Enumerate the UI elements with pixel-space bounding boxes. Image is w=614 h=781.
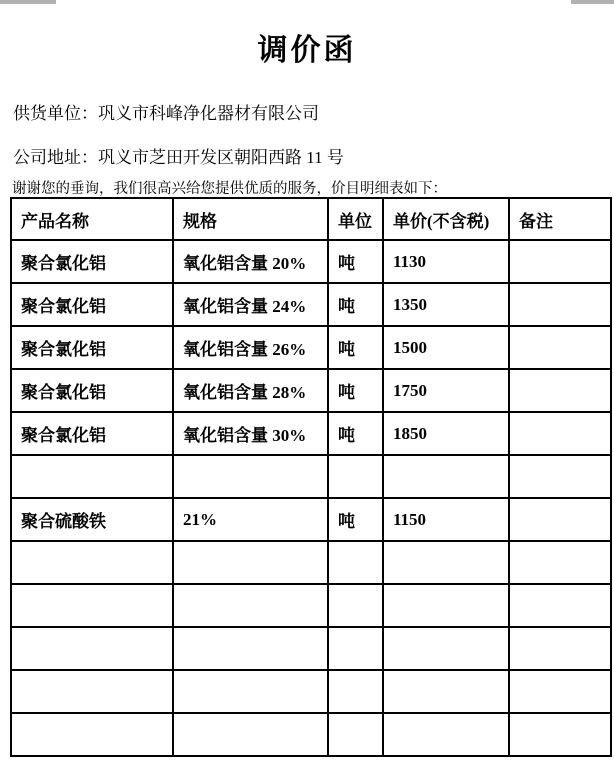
unit-cell [328, 455, 383, 498]
unit-cell [328, 584, 383, 627]
specification-cell [173, 670, 328, 713]
unit-cell [328, 713, 383, 756]
unit-cell [328, 541, 383, 584]
product-name-cell [11, 627, 173, 670]
column-header-product-name: 产品名称 [11, 198, 173, 240]
specification-cell [173, 584, 328, 627]
top-left-gray-artifact [0, 0, 56, 4]
unit-price-cell [383, 670, 509, 713]
unit-cell: 吨 [328, 412, 383, 455]
price-table [10, 197, 612, 757]
product-name-cell [11, 584, 173, 627]
specification-cell: 氧化铝含量 26% [173, 326, 328, 369]
specification-cell [173, 713, 328, 756]
remarks-cell [509, 369, 611, 412]
unit-price-cell: 1750 [383, 369, 509, 412]
product-name-cell: 聚合硫酸铁 [11, 498, 173, 541]
unit-cell [328, 627, 383, 670]
unit-cell: 吨 [328, 240, 383, 283]
table-row [11, 283, 611, 326]
table-row-empty [11, 670, 611, 713]
specification-cell [173, 627, 328, 670]
table-row [11, 369, 611, 412]
unit-price-cell [383, 455, 509, 498]
product-name-cell [11, 670, 173, 713]
unit-price-cell: 1850 [383, 412, 509, 455]
top-right-gray-artifact [571, 0, 614, 4]
remarks-cell [509, 670, 611, 713]
remarks-cell [509, 713, 611, 756]
table-header-row [11, 198, 611, 240]
unit-price-cell [383, 713, 509, 756]
table-row-empty [11, 541, 611, 584]
unit-price-cell [383, 627, 509, 670]
table-row [11, 326, 611, 369]
supplier-line: 供货单位：巩义市科峰净化器材有限公司 [13, 104, 319, 123]
product-name-cell [11, 713, 173, 756]
column-header-specification: 规格 [173, 198, 328, 240]
table-row-empty [11, 627, 611, 670]
specification-cell: 氧化铝含量 28% [173, 369, 328, 412]
remarks-cell [509, 240, 611, 283]
specification-cell [173, 455, 328, 498]
column-header-unit: 单位 [328, 198, 383, 240]
unit-price-cell [383, 584, 509, 627]
intro-line: 谢谢您的垂询，我们很高兴给您提供优质的服务，价目明细表如下： [12, 181, 447, 197]
unit-cell: 吨 [328, 283, 383, 326]
unit-price-cell: 1130 [383, 240, 509, 283]
unit-cell: 吨 [328, 326, 383, 369]
remarks-cell [509, 283, 611, 326]
table-row [11, 240, 611, 283]
table-row [11, 498, 611, 541]
table-row [11, 412, 611, 455]
specification-cell: 氧化铝含量 24% [173, 283, 328, 326]
remarks-cell [509, 326, 611, 369]
remarks-cell [509, 541, 611, 584]
table-row-empty [11, 584, 611, 627]
product-name-cell [11, 455, 173, 498]
unit-price-cell: 1500 [383, 326, 509, 369]
remarks-cell [509, 584, 611, 627]
table-row-empty [11, 455, 611, 498]
column-header-remarks: 备注 [509, 198, 611, 240]
remarks-cell [509, 455, 611, 498]
page-title: 调价函 [257, 34, 357, 67]
unit-cell: 吨 [328, 498, 383, 541]
table-row-empty [11, 713, 611, 756]
unit-price-cell [383, 541, 509, 584]
column-header-unit-price: 单价(不含税) [383, 198, 509, 240]
specification-cell: 21% [173, 498, 328, 541]
unit-cell [328, 670, 383, 713]
product-name-cell: 聚合氯化铝 [11, 326, 173, 369]
product-name-cell: 聚合氯化铝 [11, 240, 173, 283]
address-line: 公司地址：巩义市芝田开发区朝阳西路 11 号 [13, 148, 344, 167]
specification-cell: 氧化铝含量 20% [173, 240, 328, 283]
product-name-cell [11, 541, 173, 584]
product-name-cell: 聚合氯化铝 [11, 412, 173, 455]
remarks-cell [509, 627, 611, 670]
specification-cell [173, 541, 328, 584]
product-name-cell: 聚合氯化铝 [11, 283, 173, 326]
product-name-cell: 聚合氯化铝 [11, 369, 173, 412]
remarks-cell [509, 412, 611, 455]
unit-price-cell: 1350 [383, 283, 509, 326]
specification-cell: 氧化铝含量 30% [173, 412, 328, 455]
unit-price-cell: 1150 [383, 498, 509, 541]
unit-cell: 吨 [328, 369, 383, 412]
remarks-cell [509, 498, 611, 541]
